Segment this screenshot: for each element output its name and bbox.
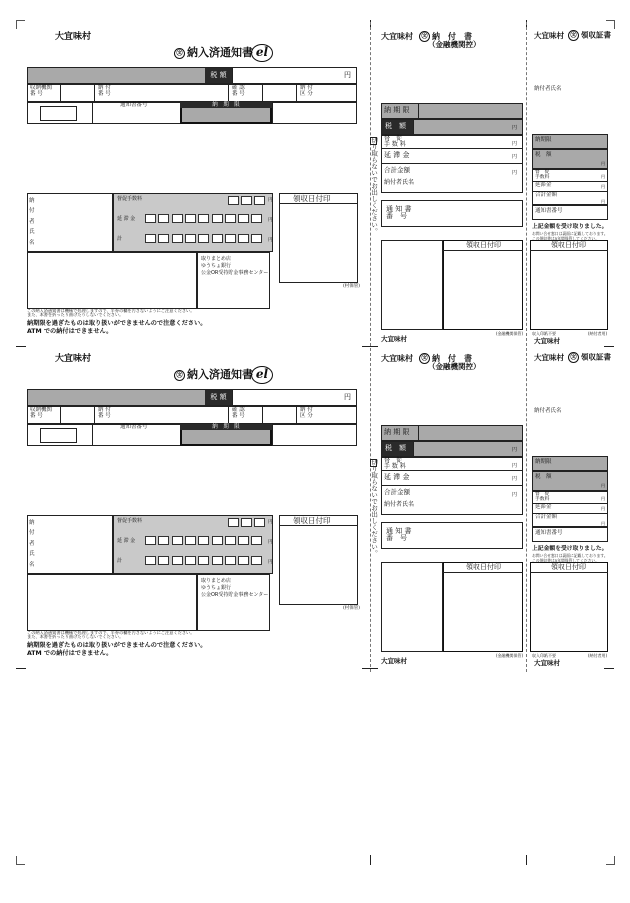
set1-fee-cell [241, 196, 252, 205]
set1-amount-cell [225, 234, 236, 243]
set2-bank-stamp-rule [443, 572, 523, 573]
set2-bank-due-div [418, 425, 419, 441]
set1-bank-stamp-label: 領収日付印 [466, 241, 501, 249]
set1-el-logo: el [251, 44, 273, 62]
set1-receipt-note-1: お問い合せ窓口は裏面に記載しております。 [532, 231, 608, 236]
set2-number-row-div-1 [94, 406, 95, 424]
set1-amount-cell [251, 234, 262, 243]
set1-notice-keep-note: (村保管) [343, 284, 361, 289]
set2-bank-tax-yen: 円 [512, 447, 518, 453]
set1-bank-title-text: 納 付 書 [432, 32, 472, 41]
set1-notice-mark: ㉆ [174, 48, 185, 59]
perforation-line-1 [370, 22, 371, 672]
set2-receipt-due-label: 納期限 [535, 459, 552, 465]
set1-amount-cell [158, 214, 169, 223]
set1-cut-note-box [370, 137, 377, 145]
set2-delay-yen: 円 [268, 540, 273, 545]
set1-receipt-note-2: この領収書は5年間保管してください。 [532, 236, 599, 241]
set1-receipt-title [534, 30, 611, 41]
set2-fee-cell [228, 518, 239, 527]
set2-bank-mark: ㉆ [419, 353, 430, 364]
set1-delay-label: 延 滞 金 [117, 216, 136, 222]
crop-tick-right-low [604, 668, 614, 669]
crop-tick-right-mid [604, 346, 614, 347]
set2-amount-cell [212, 556, 223, 565]
set1-bank-amount-rule-2 [381, 163, 523, 164]
set1-bank-fee-yen: 円 [512, 141, 518, 147]
set2-receipt-tax-label: 税 額 [535, 474, 552, 480]
set1-receipt-notice-no-label: 通知書番号 [535, 208, 563, 214]
set1-amount-cell [145, 234, 156, 243]
set2-bank-due-label: 納 期 限 [384, 428, 410, 436]
set2-taxpayer-box [27, 515, 113, 574]
set2-agency-line-2: 公金OR受持貯金事務センター [201, 592, 269, 598]
set1-cut-note: 切り取らないでお出しください。 [370, 137, 379, 235]
set2-number-row-div-4 [296, 406, 297, 424]
set2-fee-yen: 円 [268, 520, 273, 525]
set1-number-row-div-0 [60, 84, 61, 102]
set2-total-label: 計 [117, 558, 123, 564]
set2-tax-label: 税 額 [205, 390, 232, 405]
set2-notice-village-name: 大宜味村 [55, 354, 92, 364]
set1-pay-no-label: 納 付 番 号 [98, 85, 111, 97]
set2-tax-amount-box [232, 389, 357, 406]
set2-notice-stamp-rule [279, 525, 358, 526]
set2-bank-no-label: 収納機関 番 号 [30, 407, 53, 419]
set2-bank-stamp-box [443, 562, 523, 652]
set2-due-label: 納 期 限 [180, 424, 272, 430]
set1-amount-cell [225, 214, 236, 223]
crop-tick-left-mid [16, 346, 26, 347]
crop-mark-tr [606, 20, 615, 29]
set2-number-row-div-2 [228, 406, 229, 424]
set2-cut-note: 切り取らないでお出しください。 [370, 459, 379, 557]
set2-taxpayer-label: 納 付 者 氏 名 [29, 520, 35, 568]
set1-notice-stamp-box [279, 193, 358, 283]
set2-notice-no-div-a [92, 424, 93, 446]
set2-bank-footer-village: 大宜味村 [381, 657, 407, 665]
set1-bank-subtitle: （金融機関控） [428, 40, 481, 49]
set2-amount-cell [185, 536, 196, 545]
set1-receipt-received-line: 上記金額を受け取りました。 [532, 224, 608, 230]
set2-bank-village: 大宜味村 [381, 354, 413, 363]
set2-address-box [27, 574, 197, 631]
set2-receipt-delay-yen: 円 [601, 506, 605, 511]
set2-amount-cell [198, 536, 209, 545]
crop-mark-tl [16, 20, 25, 29]
set1-bank-due-div [418, 103, 419, 119]
set1-amount-cell [212, 214, 223, 223]
set2-receipt-stamp-label: 領収日付印 [551, 563, 586, 571]
set1-delay-yen: 円 [268, 218, 273, 223]
set1-tax-yen: 円 [344, 71, 351, 79]
set1-bank-due-label: 納 期 限 [384, 106, 410, 114]
set2-bank-tax-label: 税 額 [385, 444, 406, 452]
set2-amount-cell [251, 536, 262, 545]
set1-receipt-seal-label: 収入印紙不要 [532, 331, 556, 336]
set2-notice-title [174, 369, 253, 381]
set2-fee-label: 督促手数料 [117, 518, 143, 524]
set1-warn-1: 納期限を過ぎたものは取り扱いができませんので注意ください。 [27, 320, 207, 327]
set2-bank-left-box [381, 562, 443, 652]
set1-bank-delay-yen: 円 [512, 154, 518, 160]
set2-notice-stamp-label: 領収日付印 [293, 516, 331, 525]
set1-notice-title-text: 納入済通知書 [187, 46, 253, 59]
set1-bank-no-label: 収納機関 番 号 [30, 85, 53, 97]
set1-bank-tax-label: 税 額 [385, 122, 406, 130]
set1-bank-notice-no-label: 通 知 書 番 号 [386, 205, 412, 221]
crop-tick-bottom-0 [370, 855, 371, 865]
set2-pay-no-label: 納 付 番 号 [98, 407, 111, 419]
set2-agency-line-1: ゆうちょ銀行 [201, 585, 232, 591]
crop-tick-bottom-1 [526, 855, 527, 865]
set1-amount-cell [172, 234, 183, 243]
set2-warn-1: 納期限を過ぎたものは取り扱いができませんので注意ください。 [27, 642, 207, 649]
set1-notice-title [174, 47, 253, 59]
set2-receipt-mark: ㉆ [568, 352, 579, 363]
set2-pay-class-label: 納 付 区 分 [300, 407, 313, 419]
set2-amount-cell [185, 556, 196, 565]
set2-receipt-village: 大宜味村 [534, 352, 564, 362]
set1-pay-class-label: 納 付 区 分 [300, 85, 313, 97]
set2-amount-cell [172, 556, 183, 565]
set2-receipt-seal-label: 収入印紙不要 [532, 653, 556, 658]
set1-notice-no-label: 通知書番号 [120, 102, 148, 108]
set1-amount-cell [185, 234, 196, 243]
set1-bank-delay-label: 延 滞 金 [384, 151, 410, 159]
set1-amount-cell [158, 234, 169, 243]
set1-total-yen: 円 [268, 238, 273, 243]
set2-receipt-note-2: この領収書は5年間保管してください。 [532, 558, 599, 563]
set2-bank-taxpayer-label: 納付者氏名 [384, 501, 415, 508]
set2-amount-cell [238, 536, 249, 545]
set1-receipt-fee-label: 督 促 手数料 [535, 170, 550, 181]
set1-receipt-tax-yen: 円 [601, 161, 605, 166]
set1-amount-cell [198, 214, 209, 223]
set1-number-row-div-3 [262, 84, 263, 102]
set1-fee-cell [228, 196, 239, 205]
crop-tick-left-low [16, 668, 26, 669]
set2-fine-print: この納入済通知書は機械で処理しますので、半券の欄を汚さないようにご注意ください。 また、本書を折ったり曲げたりしないでください。 [27, 630, 195, 640]
set1-bank-fee-label: 督 促 手 数 料 [384, 135, 406, 149]
set1-bank-left-box [381, 240, 443, 330]
set1-warn-2: ATM での納付はできません。 [27, 328, 113, 335]
set2-bank-delay-label: 延 滞 金 [384, 473, 410, 481]
set2-bank-total-label: 合計金額 [384, 488, 410, 496]
set1-tax-label: 税 額 [205, 68, 232, 83]
set2-number-row-div-0 [60, 406, 61, 424]
set2-amount-cell [145, 556, 156, 565]
set1-amount-cell [212, 234, 223, 243]
set2-el-logo: el [251, 366, 273, 384]
set1-bank-taxpayer-label: 納付者氏名 [384, 179, 415, 186]
set1-receipt-footer-village: 大宜味村 [534, 337, 560, 345]
set1-bank-village: 大宜味村 [381, 32, 413, 41]
set1-amount-cell [172, 214, 183, 223]
set1-number-row-div-4 [296, 84, 297, 102]
set2-receipt-delay-label: 延滞金 [535, 504, 552, 510]
set1-notice-no-div-a [92, 102, 93, 124]
set2-receipt-title [534, 352, 611, 363]
set1-amount-cell [198, 234, 209, 243]
set1-due-label: 納 期 限 [180, 102, 272, 108]
set2-bank-stamp-label: 領収日付印 [466, 563, 501, 571]
set1-number-row-div-1 [94, 84, 95, 102]
set2-total-yen: 円 [268, 560, 273, 565]
set2-notice-stamp-box [279, 515, 358, 605]
set1-bank-total-yen: 円 [512, 170, 518, 176]
set1-amount-cell [251, 214, 262, 223]
set1-bank-stamp-box [443, 240, 523, 330]
set2-receipt-fee-yen: 円 [601, 496, 605, 501]
set1-receipt-taxpayer-label: 納付者氏名 [534, 86, 562, 92]
set2-bank-total-yen: 円 [512, 492, 518, 498]
set2-agency-line-0: 取りまとめ店 [201, 578, 232, 584]
set1-agency-line-0: 取りまとめ店 [201, 256, 232, 262]
set1-notice-stamp-label: 領収日付印 [293, 194, 331, 203]
set1-tax-amount-box [232, 67, 357, 84]
set1-taxpayer-box [27, 193, 113, 252]
set1-total-label: 計 [117, 236, 123, 242]
set2-bank-subtitle: （金融機関控） [428, 362, 481, 371]
set2-bank-keep-note: (金融機関保管) [496, 653, 524, 658]
set2-receipt-stamp-box [530, 562, 608, 652]
set2-receipt-received-line: 上記金額を受け取りました。 [532, 546, 608, 552]
set1-receipt-stamp-box [530, 240, 608, 330]
set1-notice-no-div-b [272, 102, 273, 124]
set1-amount-cell [238, 214, 249, 223]
set2-tax-yen: 円 [344, 393, 351, 401]
set1-bank-keep-note: (金融機関保管) [496, 331, 524, 336]
set2-notice-keep-note: (村保管) [343, 606, 361, 611]
set1-receipt-tax-label: 税 額 [535, 152, 552, 158]
set2-receipt-notice-no-label: 通知書番号 [535, 530, 563, 536]
set2-receipt-title-text: 領収証書 [581, 352, 611, 362]
set1-receipt-delay-label: 延滞金 [535, 182, 552, 188]
set1-fee-yen: 円 [268, 198, 273, 203]
set2-amount-cell [238, 556, 249, 565]
set1-bank-stamp-rule [443, 250, 523, 251]
set1-receipt-fee-yen: 円 [601, 174, 605, 179]
set1-receipt-title-text: 領収証書 [581, 30, 611, 40]
set1-bank-total-label: 合計金額 [384, 166, 410, 174]
set1-bank-footer-village: 大宜味村 [381, 335, 407, 343]
set1-bank-mark: ㉆ [419, 31, 430, 42]
set2-receipt-fee-label: 督 促 手数料 [535, 492, 550, 503]
set1-amount-cell [185, 214, 196, 223]
set2-fee-cell [241, 518, 252, 527]
set2-amount-cell [212, 536, 223, 545]
set2-bank-notice-no-label: 通 知 書 番 号 [386, 527, 412, 543]
set1-confirm-no-label: 確 認 番 号 [232, 85, 245, 97]
set1-receipt-village: 大宜味村 [534, 30, 564, 40]
set1-receipt-stamp-rule [530, 250, 608, 251]
set1-receipt-due-label: 納期限 [535, 137, 552, 143]
set2-receipt-keep-note: (納付者用) [588, 653, 608, 658]
set2-bank-code-box [40, 428, 77, 443]
set2-bank-title-text: 納 付 書 [432, 354, 472, 363]
set2-notice-no-div-b [272, 424, 273, 446]
set1-address-box [27, 252, 197, 309]
set2-bank-amount-rule-2 [381, 485, 523, 486]
set2-bank-delay-yen: 円 [512, 476, 518, 482]
set2-bank-fee-yen: 円 [512, 463, 518, 469]
set2-receipt-footer-village: 大宜味村 [534, 659, 560, 667]
set2-receipt-note-1: お問い合せ窓口は裏面に記載しております。 [532, 553, 608, 558]
set2-confirm-no-label: 確 認 番 号 [232, 407, 245, 419]
crop-mark-bl [16, 856, 25, 865]
set2-amount-cell [225, 536, 236, 545]
crop-mark-br [606, 856, 615, 865]
set2-amount-cell [225, 556, 236, 565]
set1-receipt-stamp-label: 領収日付印 [551, 241, 586, 249]
set2-amount-cell [158, 536, 169, 545]
set2-notice-title-text: 納入済通知書 [187, 368, 253, 381]
set1-bank-code-box [40, 106, 77, 121]
set2-cut-note-box [370, 459, 377, 467]
set2-number-row-div-3 [262, 406, 263, 424]
set1-agency-line-1: ゆうちょ銀行 [201, 263, 232, 269]
set1-agency-line-2: 公金OR受持貯金事務センター [201, 270, 269, 276]
set2-receipt-taxpayer-label: 納付者氏名 [534, 408, 562, 414]
set2-amount-cell [172, 536, 183, 545]
set1-notice-stamp-rule [279, 203, 358, 204]
set2-fee-cell [254, 518, 265, 527]
set1-fine-print: この納入済通知書は機械で処理しますので、半券の欄を汚さないようにご注意ください。 また、本書を折ったり曲げたりしないでください。 [27, 308, 195, 318]
set1-number-row-div-2 [228, 84, 229, 102]
set1-fee-label: 督促手数料 [117, 196, 143, 202]
set1-receipt-keep-note: (納付者用) [588, 331, 608, 336]
set2-amount-cell [158, 556, 169, 565]
set2-warn-2: ATM での納付はできません。 [27, 650, 113, 657]
set1-receipt-total-yen: 円 [601, 199, 605, 204]
set2-amount-cell [145, 536, 156, 545]
set2-receipt-tax-yen: 円 [601, 483, 605, 488]
set2-notice-no-label: 通知書番号 [120, 424, 148, 430]
set2-notice-mark: ㉆ [174, 370, 185, 381]
perforation-line-2 [526, 22, 527, 672]
set2-amount-cell [198, 556, 209, 565]
set1-notice-village-name: 大宜味村 [55, 32, 92, 42]
set1-fee-cell [254, 196, 265, 205]
set1-taxpayer-label: 納 付 者 氏 名 [29, 198, 35, 246]
set1-receipt-mark: ㉆ [568, 30, 579, 41]
set2-receipt-total-label: 合計金額 [535, 514, 558, 520]
set2-bank-fee-label: 督 促 手 数 料 [384, 457, 406, 471]
set2-receipt-total-yen: 円 [601, 521, 605, 526]
set1-amount-cell [145, 214, 156, 223]
set2-receipt-stamp-rule [530, 572, 608, 573]
set2-amount-cell [251, 556, 262, 565]
set2-delay-label: 延 滞 金 [117, 538, 136, 544]
set1-receipt-delay-yen: 円 [601, 184, 605, 189]
set1-bank-tax-yen: 円 [512, 125, 518, 131]
set1-amount-cell [238, 234, 249, 243]
set1-receipt-total-label: 合計金額 [535, 192, 558, 198]
